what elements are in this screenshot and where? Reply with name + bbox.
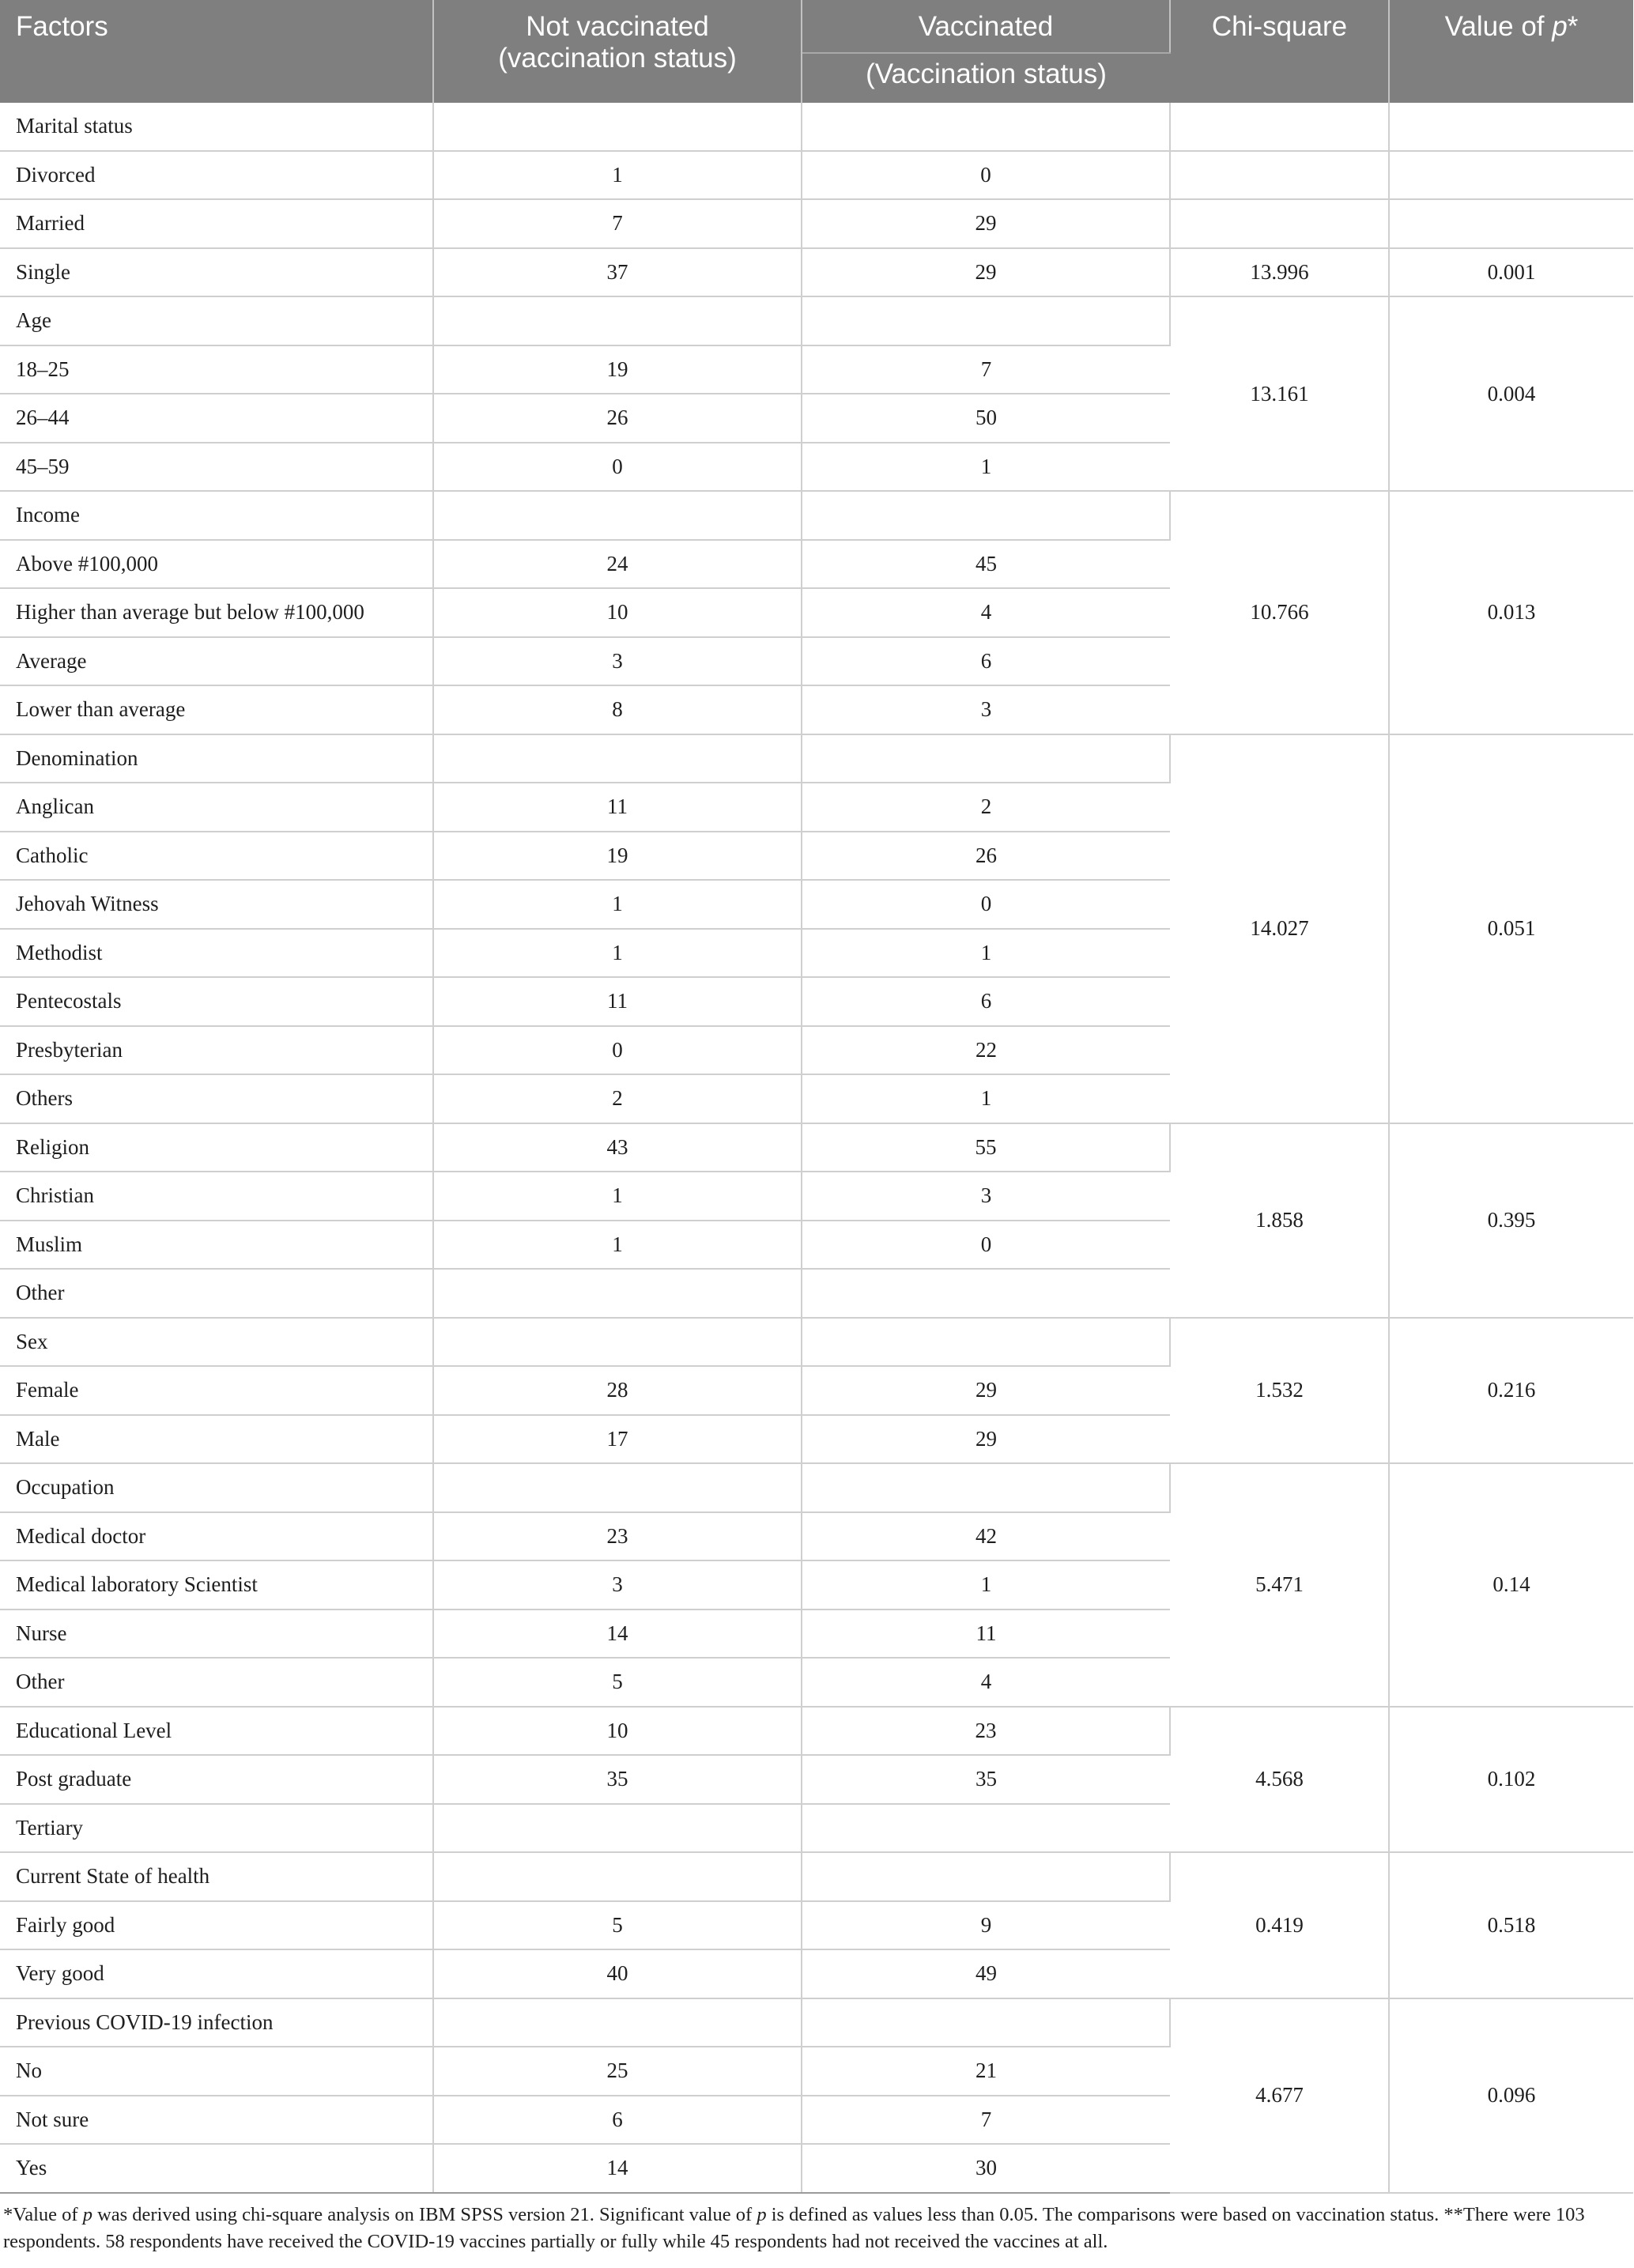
- vaccinated-cell: 45: [802, 540, 1170, 589]
- vaccinated-cell: 49: [802, 1949, 1170, 1998]
- not-vaccinated-cell: [433, 734, 802, 783]
- vaccinated-cell: [802, 1318, 1170, 1367]
- factor-cell: Methodist: [0, 929, 433, 978]
- table-row: [0, 296, 1633, 345]
- vaccinated-cell: 7: [802, 2096, 1170, 2145]
- factor-cell: Divorced: [0, 151, 433, 200]
- chi-square-cell: 5.471: [1170, 1463, 1389, 1707]
- chi-square-cell: 14.027: [1170, 734, 1389, 1123]
- chi-square-cell: 1.532: [1170, 1318, 1389, 1464]
- factor-cell: Current State of health: [0, 1852, 433, 1901]
- p-value-cell: 0.051: [1389, 734, 1633, 1123]
- vaccinated-cell: [802, 1269, 1170, 1318]
- vaccinated-cell: 9: [802, 1901, 1170, 1950]
- factor-cell: Nurse: [0, 1609, 433, 1659]
- chi-square-cell: 4.677: [1170, 1998, 1389, 2193]
- factor-cell: Medical laboratory Scientist: [0, 1560, 433, 1609]
- not-vaccinated-cell: [433, 1998, 802, 2047]
- not-vaccinated-cell: 3: [433, 1560, 802, 1609]
- not-vaccinated-cell: 1: [433, 880, 802, 929]
- table-body: [0, 103, 1633, 2193]
- factor-cell: Yes: [0, 2144, 433, 2193]
- not-vaccinated-cell: 7: [433, 199, 802, 248]
- vaccinated-cell: 0: [802, 151, 1170, 200]
- table-row: [0, 1707, 1633, 1756]
- factor-cell: Post graduate: [0, 1755, 433, 1804]
- p-value-cell: 0.395: [1389, 1123, 1633, 1318]
- not-vaccinated-cell: [433, 491, 802, 540]
- factor-cell: Other: [0, 1269, 433, 1318]
- table-row: [0, 1463, 1633, 1512]
- factor-cell: No: [0, 2047, 433, 2096]
- factor-cell: Medical doctor: [0, 1512, 433, 1561]
- factor-cell: Married: [0, 199, 433, 248]
- vaccinated-cell: [802, 103, 1170, 151]
- not-vaccinated-cell: 14: [433, 2144, 802, 2193]
- not-vaccinated-cell: 24: [433, 540, 802, 589]
- factor-cell: Female: [0, 1366, 433, 1415]
- factor-cell: Others: [0, 1074, 433, 1123]
- factor-cell: Very good: [0, 1949, 433, 1998]
- not-vaccinated-cell: 17: [433, 1415, 802, 1464]
- table-row: [0, 199, 1633, 248]
- not-vaccinated-cell: [433, 103, 802, 151]
- vaccinated-cell: 29: [802, 1366, 1170, 1415]
- factor-cell: Age: [0, 296, 433, 345]
- factor-cell: Muslim: [0, 1221, 433, 1270]
- chi-square-cell: [1170, 151, 1389, 200]
- factor-cell: Pentecostals: [0, 977, 433, 1026]
- not-vaccinated-cell: 3: [433, 637, 802, 686]
- vaccinated-cell: 7: [802, 345, 1170, 394]
- vaccinated-cell: 6: [802, 637, 1170, 686]
- not-vaccinated-cell: 5: [433, 1658, 802, 1707]
- vaccinated-cell: 42: [802, 1512, 1170, 1561]
- vaccinated-cell: [802, 1463, 1170, 1512]
- not-vaccinated-cell: [433, 1269, 802, 1318]
- header-factors: Factors: [0, 0, 433, 103]
- header-not-vaccinated: Not vaccinated (vaccination status): [433, 0, 802, 103]
- factor-cell: Denomination: [0, 734, 433, 783]
- vaccinated-cell: 1: [802, 1074, 1170, 1123]
- not-vaccinated-cell: 43: [433, 1123, 802, 1172]
- table-row: [0, 1123, 1633, 1172]
- factor-cell: 45–59: [0, 443, 433, 492]
- not-vaccinated-cell: 37: [433, 248, 802, 297]
- factor-cell: Fairly good: [0, 1901, 433, 1950]
- not-vaccinated-cell: 1: [433, 1221, 802, 1270]
- factor-cell: Religion: [0, 1123, 433, 1172]
- vaccinated-cell: 50: [802, 394, 1170, 443]
- vaccinated-cell: 26: [802, 832, 1170, 881]
- vaccinated-cell: 2: [802, 783, 1170, 832]
- factor-cell: Above #100,000: [0, 540, 433, 589]
- p-value-cell: 0.102: [1389, 1707, 1633, 1853]
- factor-cell: Occupation: [0, 1463, 433, 1512]
- p-value-cell: 0.013: [1389, 491, 1633, 734]
- not-vaccinated-cell: 1: [433, 929, 802, 978]
- vaccinated-cell: [802, 1852, 1170, 1901]
- p-value-cell: 0.216: [1389, 1318, 1633, 1464]
- vaccinated-cell: 6: [802, 977, 1170, 1026]
- not-vaccinated-cell: 1: [433, 151, 802, 200]
- vaccinated-cell: 23: [802, 1707, 1170, 1756]
- vaccinated-cell: 4: [802, 1658, 1170, 1707]
- vaccinated-cell: [802, 1804, 1170, 1853]
- factor-cell: 18–25: [0, 345, 433, 394]
- factor-cell: Sex: [0, 1318, 433, 1367]
- vaccinated-cell: 3: [802, 1172, 1170, 1221]
- factor-cell: Presbyterian: [0, 1026, 433, 1075]
- table-header: [0, 0, 1633, 103]
- vaccinated-cell: 0: [802, 1221, 1170, 1270]
- factor-cell: Single: [0, 248, 433, 297]
- header-chi-square: Chi-square: [1170, 0, 1389, 103]
- factor-cell: Previous COVID-19 infection: [0, 1998, 433, 2047]
- factor-cell: 26–44: [0, 394, 433, 443]
- chi-square-cell: [1170, 103, 1389, 151]
- table-row: [0, 103, 1633, 151]
- p-value-cell: [1389, 103, 1633, 151]
- factor-cell: Anglican: [0, 783, 433, 832]
- header-p-value: Value of p*: [1389, 0, 1633, 103]
- not-vaccinated-cell: [433, 1804, 802, 1853]
- factor-cell: Christian: [0, 1172, 433, 1221]
- vaccinated-cell: [802, 1998, 1170, 2047]
- chi-square-cell: 1.858: [1170, 1123, 1389, 1318]
- not-vaccinated-cell: 11: [433, 977, 802, 1026]
- p-value-cell: 0.001: [1389, 248, 1633, 297]
- not-vaccinated-cell: 10: [433, 588, 802, 637]
- vaccinated-cell: 0: [802, 880, 1170, 929]
- chi-square-cell: 4.568: [1170, 1707, 1389, 1853]
- factor-cell: Other: [0, 1658, 433, 1707]
- table-row: [0, 1852, 1633, 1901]
- not-vaccinated-cell: 40: [433, 1949, 802, 1998]
- vaccinated-cell: [802, 491, 1170, 540]
- not-vaccinated-cell: 19: [433, 345, 802, 394]
- not-vaccinated-cell: 2: [433, 1074, 802, 1123]
- not-vaccinated-cell: 11: [433, 783, 802, 832]
- not-vaccinated-cell: 0: [433, 1026, 802, 1075]
- not-vaccinated-cell: 35: [433, 1755, 802, 1804]
- vaccinated-cell: [802, 734, 1170, 783]
- p-value-cell: 0.004: [1389, 296, 1633, 491]
- not-vaccinated-cell: 5: [433, 1901, 802, 1950]
- vaccinated-cell: 22: [802, 1026, 1170, 1075]
- vaccinated-cell: 11: [802, 1609, 1170, 1659]
- not-vaccinated-cell: 26: [433, 394, 802, 443]
- factor-cell: Lower than average: [0, 685, 433, 734]
- vaccinated-cell: 1: [802, 1560, 1170, 1609]
- not-vaccinated-cell: 10: [433, 1707, 802, 1756]
- factor-cell: Marital status: [0, 103, 433, 151]
- not-vaccinated-cell: 19: [433, 832, 802, 881]
- not-vaccinated-cell: [433, 296, 802, 345]
- not-vaccinated-cell: [433, 1852, 802, 1901]
- table-footnote: *Value of p was derived using chi-square analysis on IBM SPSS version 21. Significant value of p is defined as values less than 0.05. The comparisons were based on vaccination status. **There were 103 respondents. 58 respondents have received the COVID-19 vaccines partially or fully while 45 respondents had not received the vaccines at all.: [3, 2203, 1585, 2252]
- vaccinated-cell: 4: [802, 588, 1170, 637]
- factor-cell: Educational Level: [0, 1707, 433, 1756]
- factor-cell: Average: [0, 637, 433, 686]
- table-row: [0, 1998, 1633, 2047]
- vaccinated-cell: 29: [802, 199, 1170, 248]
- chi-square-cell: 13.161: [1170, 296, 1389, 491]
- not-vaccinated-cell: 6: [433, 2096, 802, 2145]
- not-vaccinated-cell: 1: [433, 1172, 802, 1221]
- table-row: [0, 491, 1633, 540]
- p-value-cell: [1389, 199, 1633, 248]
- vaccinated-cell: 55: [802, 1123, 1170, 1172]
- not-vaccinated-cell: 28: [433, 1366, 802, 1415]
- chi-square-cell: 0.419: [1170, 1852, 1389, 1998]
- factor-cell: Tertiary: [0, 1804, 433, 1853]
- p-value-cell: 0.518: [1389, 1852, 1633, 1998]
- factor-cell: Jehovah Witness: [0, 880, 433, 929]
- table-row: [0, 734, 1633, 783]
- p-value-cell: [1389, 151, 1633, 200]
- header-vaccinated: Vaccinated: [802, 0, 1170, 53]
- chi-square-cell: [1170, 199, 1389, 248]
- vaccinated-cell: 30: [802, 2144, 1170, 2193]
- chi-square-cell: 10.766: [1170, 491, 1389, 734]
- not-vaccinated-cell: 8: [433, 685, 802, 734]
- chi-square-cell: 13.996: [1170, 248, 1389, 297]
- not-vaccinated-cell: [433, 1318, 802, 1367]
- factor-cell: Higher than average but below #100,000: [0, 588, 433, 637]
- vaccinated-cell: 29: [802, 248, 1170, 297]
- table-row: [0, 151, 1633, 200]
- vaccinated-cell: 1: [802, 443, 1170, 492]
- header-vaccination-status: (Vaccination status): [802, 53, 1170, 103]
- factor-cell: Income: [0, 491, 433, 540]
- factor-cell: Not sure: [0, 2096, 433, 2145]
- vaccinated-cell: 29: [802, 1415, 1170, 1464]
- table-row: [0, 1318, 1633, 1367]
- not-vaccinated-cell: 25: [433, 2047, 802, 2096]
- vaccinated-cell: [802, 296, 1170, 345]
- not-vaccinated-cell: 14: [433, 1609, 802, 1659]
- vaccinated-cell: 1: [802, 929, 1170, 978]
- factor-cell: Catholic: [0, 832, 433, 881]
- not-vaccinated-cell: [433, 1463, 802, 1512]
- table-row: [0, 248, 1633, 297]
- factor-cell: Male: [0, 1415, 433, 1464]
- vaccinated-cell: 35: [802, 1755, 1170, 1804]
- not-vaccinated-cell: 23: [433, 1512, 802, 1561]
- vaccinated-cell: 3: [802, 685, 1170, 734]
- not-vaccinated-cell: 0: [433, 443, 802, 492]
- p-value-cell: 0.14: [1389, 1463, 1633, 1707]
- vaccinated-cell: 21: [802, 2047, 1170, 2096]
- p-value-cell: 0.096: [1389, 1998, 1633, 2193]
